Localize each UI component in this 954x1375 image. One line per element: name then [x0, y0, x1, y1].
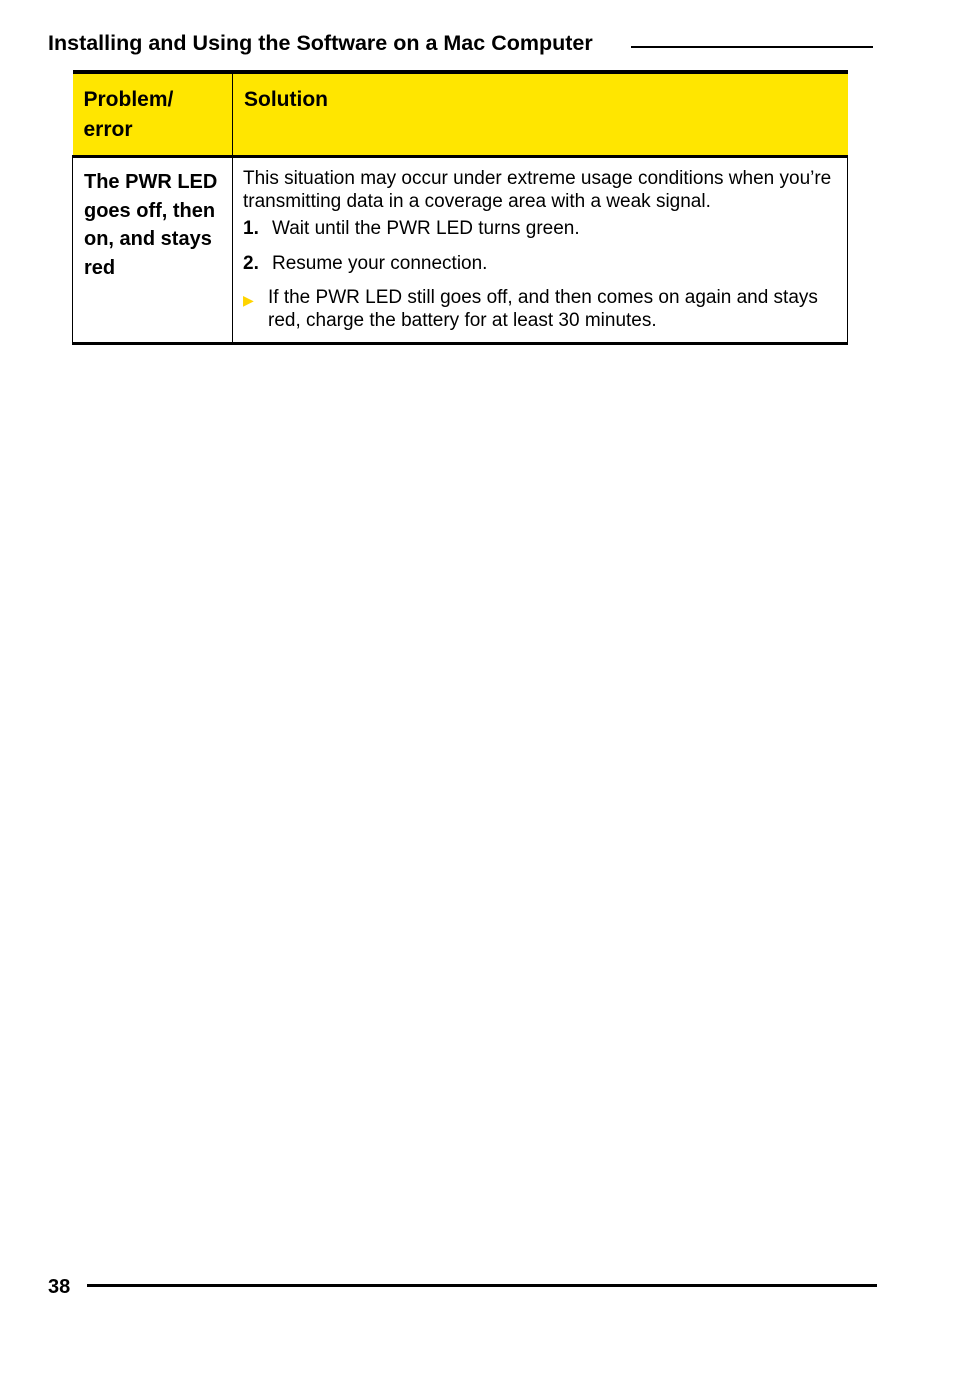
solution-step [243, 253, 837, 276]
solution-cell [233, 157, 848, 344]
tip-text: If the PWR LED still goes off, and then comes on again and stays red, charge the battery for at least 30 minutes. [268, 287, 818, 331]
column-header-problem: Problem/ error [73, 72, 233, 157]
column-header-solution: Solution [233, 72, 848, 157]
step-number: 1. [243, 218, 259, 239]
step-text: Wait until the PWR LED turns green. [272, 218, 580, 239]
page-title: Installing and Using the Software on a Mac Computer [48, 31, 593, 55]
solution-step [243, 218, 837, 241]
solution-intro: This situation may occur under extreme usage conditions when you’re transmitting data in a coverage area with a weak signal. [243, 168, 832, 212]
page-number: 38 [48, 1276, 71, 1298]
step-number: 2. [243, 252, 259, 274]
troubleshooting-table [72, 70, 848, 345]
header-rule [631, 46, 873, 48]
table-row [73, 157, 848, 344]
step-text: Resume your connection. [272, 252, 488, 274]
yellow-triangle-arrow-icon: ▶ [243, 292, 254, 308]
solution-tip [243, 287, 837, 332]
footer-rule [87, 1284, 877, 1287]
problem-cell: The PWR LED goes off, then on, and stays red [73, 157, 233, 344]
table-header-row [73, 72, 848, 157]
